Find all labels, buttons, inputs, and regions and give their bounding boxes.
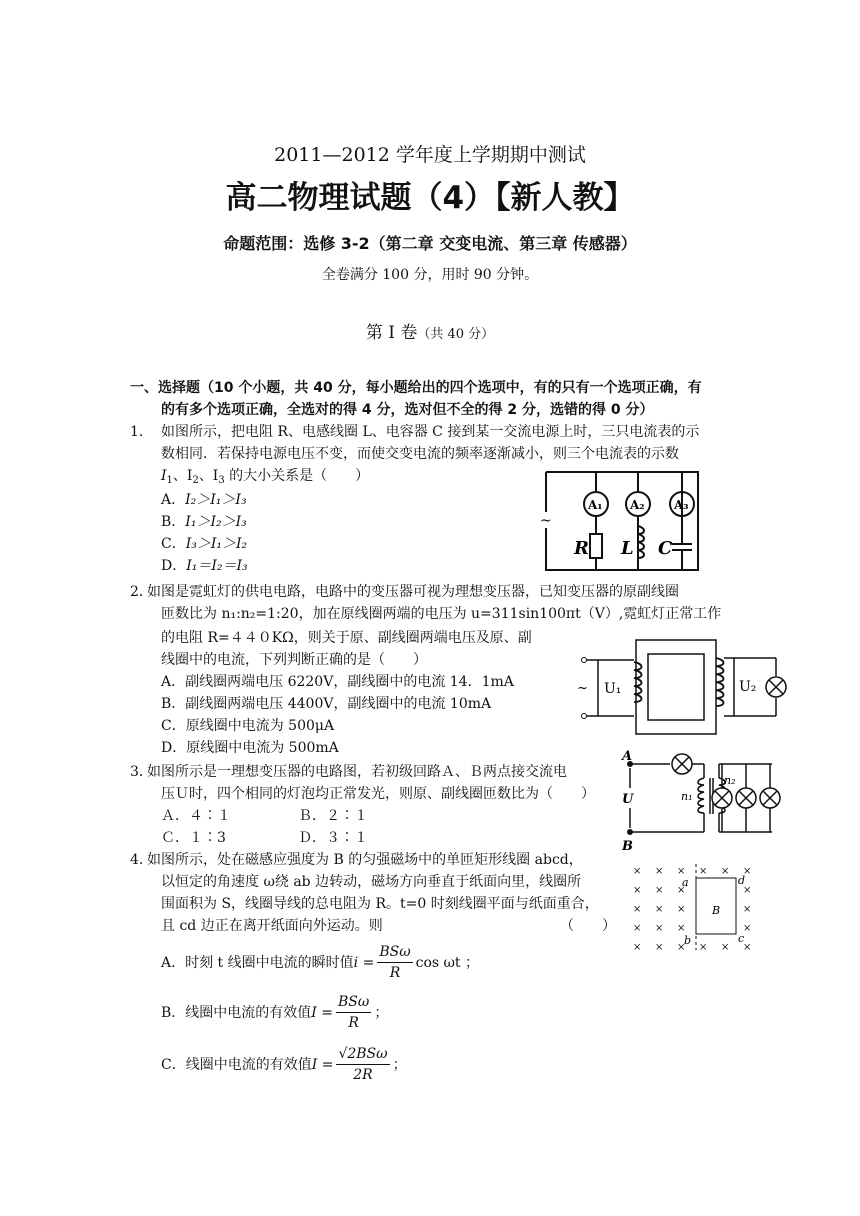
field-cross-mark: × — [677, 923, 686, 934]
q4-option-c: C．线圈中电流的有效值 I = $\frac{\text{√2BSω}}{2R}$ ； — [161, 1046, 407, 1083]
field-cross-mark: × — [633, 942, 642, 953]
q2-option-d: D．原线圈中电流为 500mA — [161, 740, 339, 756]
q3-option-d: Ｄ．３∶１ — [298, 830, 368, 846]
q1-fig-a1: A₁ — [588, 498, 603, 512]
q1-fig-c: C — [658, 538, 673, 559]
q4-option-a-fraction: $\frac{\text{BSω}}{R}$ — [379, 944, 411, 981]
q2-line-2: 匝数比为 n₁:n₂=1:20，加在原线圈两端的电压为 u=311sin100πt（V）,霓虹灯正常工作 — [161, 606, 722, 622]
field-cross-mark: × — [633, 885, 642, 896]
page-title: 高二物理试题（4）【新人教】 — [225, 180, 635, 216]
q1-fig-l: L — [621, 538, 634, 559]
q1-option-c: C．I₃＞I₁＞I₂ — [161, 536, 248, 552]
q1-fig-r: R — [574, 538, 589, 559]
field-cross-mark: × — [633, 923, 642, 934]
q1-circuit-figure — [528, 464, 718, 580]
q4-line-1: 如图所示，处在磁感应强度为 B 的匀强磁场中的单匝矩形线圈 abcd， — [147, 852, 583, 868]
q4-line-2: 以恒定的角速度 ω绕 ab 边转动，磁场方向垂直于纸面向里，线圈所 — [161, 874, 582, 890]
field-cross-mark: × — [721, 942, 730, 953]
q1-fig-a3: A₃ — [674, 498, 689, 512]
year-line: 2011—2012 学年度上学期期中测试 — [274, 144, 586, 166]
q4-line-3: 围面积为 S，线圈导线的总电阻为 R。t=0 时刻线圈平面与纸面重合， — [161, 896, 599, 912]
field-cross-mark: × — [677, 866, 686, 877]
q3-fig-b: B — [622, 839, 633, 854]
field-cross-mark: × — [743, 866, 752, 877]
q4-fig-b-field: B — [712, 904, 721, 917]
field-cross-mark: × — [721, 866, 730, 877]
q3-transformer-figure — [618, 748, 788, 854]
field-cross-mark: × — [743, 904, 752, 915]
field-cross-mark: × — [677, 904, 686, 915]
q3-fig-n1: n₁ — [681, 790, 693, 803]
q1-fig-a2: A₂ — [630, 498, 645, 512]
field-cross-mark: × — [655, 904, 664, 915]
field-cross-mark: × — [677, 942, 686, 953]
q4-option-b-fraction: $\frac{\text{BSω}}{R}$ — [338, 994, 370, 1031]
q2-option-b: B．副线圈两端电压 4400V，副线圈中的电流 10mA — [161, 696, 492, 712]
q3-option-a: Ａ．４∶１ — [161, 808, 231, 824]
section-line-2: 的有多个选项正确，全选对的得 4 分，选对但不全的得 2 分，选错的得 0 分） — [161, 402, 654, 418]
q3-fig-u: U — [622, 792, 634, 807]
q1-number: 1． — [130, 424, 153, 440]
q2-line-4: 线圈中的电流，下列判断正确的是（ ） — [161, 652, 427, 668]
score-info: 全卷满分 100 分，用时 90 分钟。 — [321, 267, 539, 283]
q2-number: 2． — [130, 584, 153, 600]
q1-line-3: $I_1$、$I_2$、$I_3$ 的大小关系是（ ） — [161, 468, 370, 486]
field-cross-mark: × — [743, 923, 752, 934]
field-cross-mark: × — [655, 866, 664, 877]
field-cross-mark: × — [655, 942, 664, 953]
q1-option-d: D．I₁＝I₂＝I₃ — [161, 558, 248, 574]
section-line-1: 一、选择题（10 个小题，共 40 分，每小题给出的四个选项中，有的只有一个选项正确，有 — [130, 380, 702, 396]
q1-option-a: A．I₂＞I₁＞I₃ — [161, 492, 247, 508]
q3-fig-n2: n₂ — [724, 774, 736, 787]
field-cross-mark: × — [743, 942, 752, 953]
field-cross-mark: × — [699, 942, 708, 953]
q3-option-b: Ｂ．２∶１ — [298, 808, 368, 824]
q4-option-a: A．时刻 t 线圈中电流的瞬时值 i = $\frac{\text{BSω}}{R}$ cos ωt ； — [161, 944, 480, 981]
q4-fig-b: b — [684, 934, 692, 947]
q1-fig-source: ~ — [540, 513, 552, 529]
q2-fig-source: ~ — [577, 681, 588, 696]
q4-fig-c: c — [738, 932, 745, 945]
q4-line-4: 且 cd 边正在离开纸面向外运动。则 — [161, 918, 383, 934]
q3-number: 3． — [130, 764, 153, 780]
q1-line-2: 数相同．若保持电源电压不变，而使交变电流的频率逐渐减小，则三个电流表的示数 — [161, 446, 679, 462]
q3-line-1: 如图所示是一理想变压器的电路图，若初级回路Ａ、Ｂ两点接交流电 — [147, 764, 567, 780]
q2-line-1: 如图是霓虹灯的供电电路，电路中的变压器可视为理想变压器，已知变压器的原副线圈 — [147, 584, 679, 600]
q1-option-b: B．I₁＞I₂＞I₃ — [161, 514, 247, 530]
part-score: （共 40 分） — [417, 327, 495, 342]
q4-answer-paren: （ ） — [560, 918, 616, 934]
part-title: 第 Ⅰ 卷 — [365, 323, 418, 343]
q2-fig-u2: U₂ — [739, 679, 757, 695]
q4-fig-a: a — [682, 876, 689, 889]
part-heading — [0, 318, 860, 343]
q2-option-a: A．副线圈两端电压 6220V，副线圈中的电流 14．1mA — [161, 674, 514, 690]
q2-line-3: 的电阻 R=４４０KΩ，则关于原、副线圈两端电压及原、副 — [161, 630, 532, 646]
q3-fig-a: A — [622, 749, 633, 764]
q4-fig-d: d — [738, 874, 746, 887]
q2-fig-u1: U₁ — [604, 681, 622, 697]
field-cross-mark: × — [633, 866, 642, 877]
field-cross-mark: × — [655, 885, 664, 896]
field-cross-mark: × — [633, 904, 642, 915]
field-cross-mark: × — [655, 923, 664, 934]
q3-line-2: 压Ｕ时，四个相同的灯泡均正常发光，则原、副线圈匝数比为（ ） — [161, 786, 595, 802]
q4-magnetic-field-figure — [628, 862, 758, 954]
field-cross-mark: × — [677, 885, 686, 896]
q4-option-c-fraction: $\frac{\text{√2BSω}}{2R}$ — [338, 1046, 388, 1083]
q4-option-b: B．线圈中电流的有效值 I = $\frac{\text{BSω}}{R}$ ； — [161, 994, 389, 1031]
q2-transformer-figure — [576, 638, 796, 738]
q1-line-1: 如图所示，把电阻 R、电感线圈 L、电容器 C 接到某一交流电源上时，三只电流表的示 — [161, 424, 700, 440]
q3-option-c: Ｃ．１∶3 — [161, 830, 226, 846]
q2-option-c: C．原线圈中电流为 500μA — [161, 718, 335, 734]
scope-line: 命题范围：选修 3-2（第二章 交变电流、第三章 传感器） — [223, 234, 637, 253]
q4-number: 4． — [130, 852, 153, 868]
field-cross-mark: × — [743, 885, 752, 896]
field-cross-mark: × — [699, 866, 708, 877]
